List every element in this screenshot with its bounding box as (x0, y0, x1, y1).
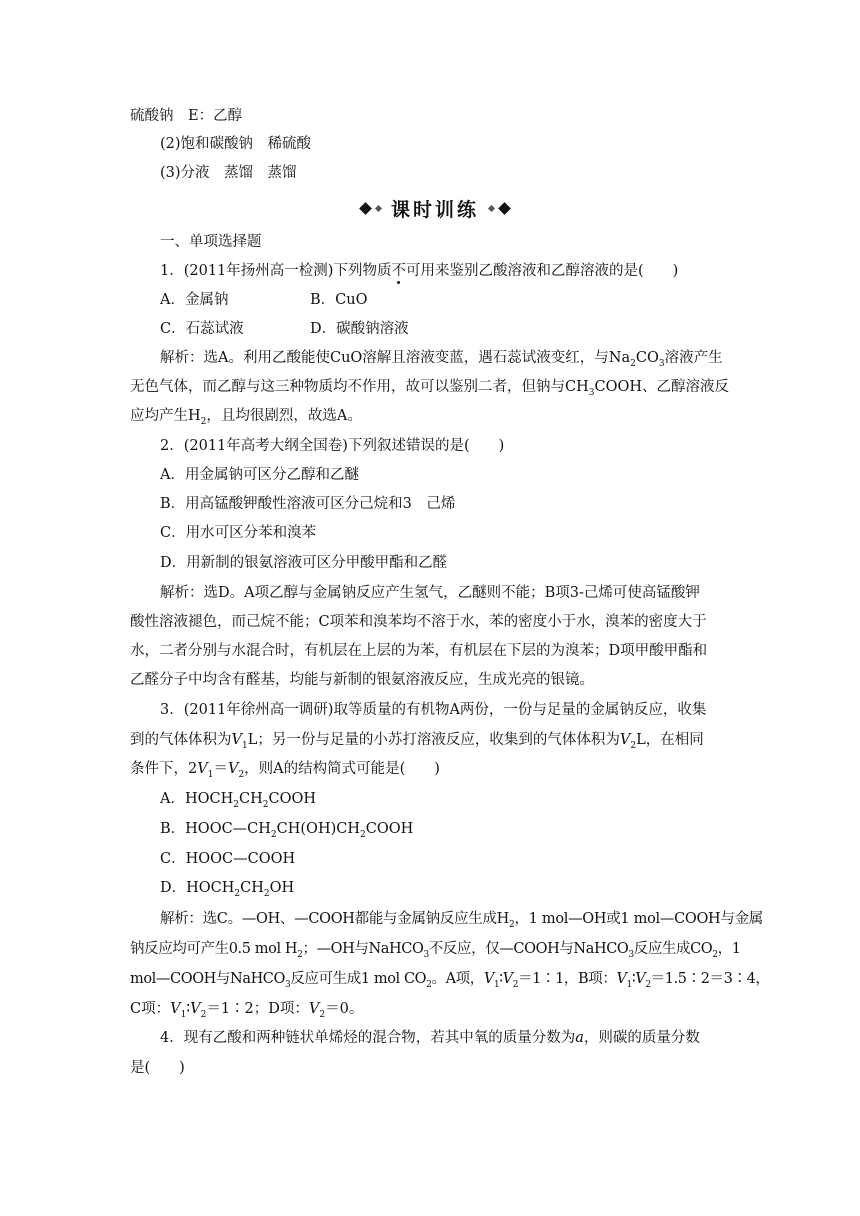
diamond-icon (498, 202, 511, 215)
answer-line: 硫酸钠 E：乙醇 (130, 108, 243, 124)
question-stem: 4．现有乙酸和两种链状单烯烃的混合物，若其中氧的质量分数为a，则碳的质量分数 (160, 1030, 700, 1046)
emphasis-mark: 不 (391, 263, 406, 279)
analysis-line: mol—COOH与NaHCO$_3$反应可生成1 mol $CO_2$。A项，$V_1∶V_2=1∶1$，B项：$V_1∶V_2=1.5∶2=3∶4$， (130, 971, 770, 990)
section-banner (330, 196, 540, 220)
analysis-line: C项：$V_1∶V_2=1∶2$；D项：$V_2=0$。 (130, 1001, 364, 1020)
option-row: B．$HOOC—CH_2CH(OH)CH_2COOH$ (160, 821, 414, 840)
option-row: A．$HOCH_2CH_2COOH$ (160, 791, 316, 810)
analysis-line: 解析：选D。A项乙醇与金属钠反应产生氢气，乙醚则不能；B项3-己烯可使高锰酸钾 (160, 585, 700, 601)
analysis-line: 酸性溶液褪色，而己烷不能；C项苯和溴苯均不溶于水，苯的密度小于水，溴苯的密度大于 (130, 614, 707, 630)
analysis-line: 解析：选C。—OH、—COOH都能与金属钠反应生成$H_2$，1 mol—OH或1 mol—COOH与金属 (160, 911, 763, 930)
option-row: A．用金属钠可区分乙醇和乙醚 (160, 467, 359, 483)
answer-line: (2)饱和碳酸钠 稀硫酸 (160, 136, 312, 152)
question-stem: 3．(2011年徐州高一调研)取等质量的有机物A两份，一份与足量的金属钠反应，收集 (160, 702, 707, 718)
option-row: C．HOOC—COOH (160, 851, 296, 867)
option-row: C．用水可区分苯和溴苯 (160, 525, 317, 541)
question-stem: 条件下，$2V_1=V_2$，则A的结构简式可能是( ) (130, 761, 440, 780)
analysis-line: 钠反应均可产生0.5 mol $H_2$；—OH与NaHCO$_3$不反应，仅—COOH与NaHCO$_3$反应生成$CO_2$，1 (130, 941, 741, 960)
section-heading: 一、单项选择题 (160, 234, 262, 250)
question-stem: 是( ) (130, 1060, 185, 1076)
diamond-icon (359, 202, 372, 215)
question-stem: 到的气体体积为$V_1L$；另一份与足量的小苏打溶液反应，收集到的气体体积为$V_2L$，在相同 (130, 732, 704, 751)
analysis-line: 应均产生$H_2$，且均很剧烈，故选A。 (130, 408, 362, 427)
small-diamond-icon (488, 204, 495, 211)
small-diamond-icon (375, 204, 382, 211)
option-row: A．金属钠 B．CuO (160, 292, 368, 308)
banner-title: 课时训练 (390, 198, 479, 221)
analysis-line: 水，二者分别与水混合时，有机层在上层的为苯，有机层在下层的为溴苯；D项甲酸甲酯和 (130, 643, 708, 659)
question-stem: 2．(2011年高考大纲全国卷)下列叙述错误的是( ) (160, 438, 505, 454)
option-row: D．用新制的银氨溶液可区分甲酸甲酯和乙醛 (160, 555, 448, 571)
option-row: D．$HOCH_2CH_2OH$ (160, 880, 295, 899)
analysis-line: 无色气体，而乙醇与这三种物质均不作用，故可以鉴别二者，但钠与$CH_3COOH$、乙醇溶液反 (130, 379, 729, 398)
analysis-line: 乙醛分子中均含有醛基，均能与新制的银氨溶液反应，生成光亮的银镜。 (130, 672, 594, 688)
answer-line: (3)分液 蒸馏 蒸馏 (160, 165, 297, 181)
option-row: B．用高锰酸钾酸性溶液可区分己烷和3 己烯 (160, 496, 456, 512)
question-stem: 1．(2011年扬州高一检测)下列物质不 可用来鉴别乙酸溶液和乙醇溶液的是( ) (160, 261, 765, 281)
analysis-line: 解析：选A。利用乙酸能使CuO溶解且溶液变蓝，遇石蕊试液变红，与$Na_2CO_3$溶液产生 (160, 350, 723, 369)
option-row: C．石蕊试液 D．碳酸钠溶液 (160, 321, 409, 337)
